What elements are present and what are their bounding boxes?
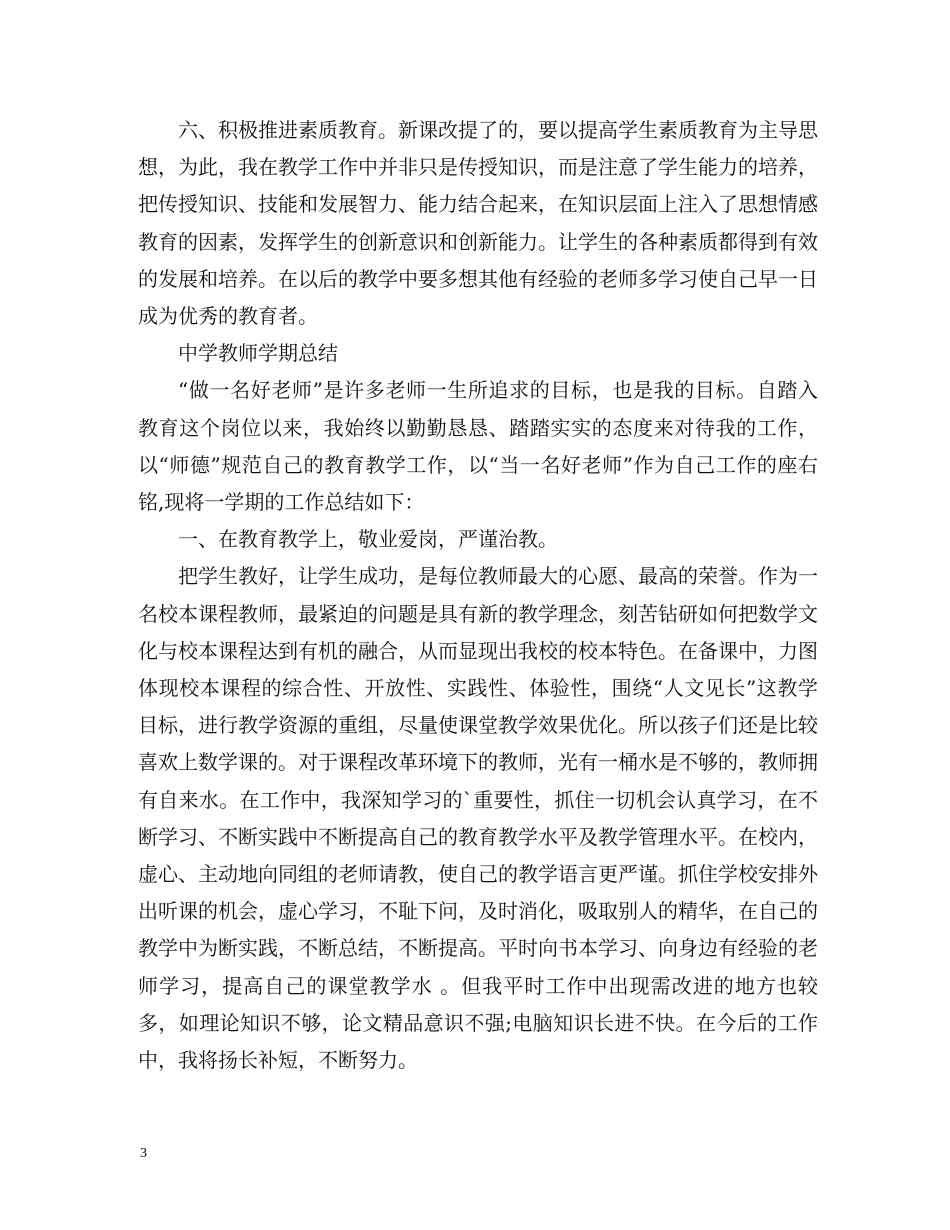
document-body [138, 112, 818, 1079]
paragraph-quality-education: 六、积极推进素质教育。新课改提了的，要以提高学生素质教育为主导思想，为此，我在教学工作中并非只是传授知识，而是注意了学生能力的培养，把传授知识、技能和发展智力、能力结合起来，在知识层面上注入了思想情感教育的因素，发挥学生的创新意识和创新能力。让学生的各种素质都得到有效的发展和培养。在以后的教学中要多想其他有经验的老师多学习使自己早一日成为优秀的教育者。 [138, 118, 818, 329]
paragraph-good-teacher: “做一名好老师”是许多老师一生所追求的目标，也是我的目标。自踏入教育这个岗位以来，我始终以勤勤恳恳、踏踏实实的态度来对待我的工作，以“师德”规范自己的教育教学工作，以“当一名好老师”作为自己工作的座右铭,现将一学期的工作总结如下： [138, 378, 818, 515]
section-title: 中学教师学期总结 [178, 341, 338, 366]
page-number: 3 [140, 1146, 147, 1161]
paragraph-teaching-work: 把学生教好，让学生成功，是每位教师最大的心愿、最高的荣誉。作为一名校本课程教师，最紧迫的问题是具有新的教学理念，刻苦钻研如何把数学文化与校本课程达到有机的融合，从而显现出我校的校本特色。在备课中，力图体现校本课程的综合性、开放性、实践性、体验性，围绕“人文见长”这教学目标，进行教学资源的重组，尽量使课堂教学效果优化。所以孩子们还是比较喜欢上数学课的。对于课程改革环境下的教师，光有一桶水是不够的，教师拥有自来水。在工作中，我深知学习的`重要性，抓住一切机会认真学习，在不断学习、不断实践中不断提高自己的教育教学水平及教学管理水平。在校内，虚心、主动地向同组的老师请教，使自己的教学语言更严谨。抓住学校安排外出听课的机会，虚心学习，不耻下问，及时消化，吸取别人的精华，在自己的教学中为断实践，不断总结，不断提高。平时向书本学习、向身边有经验的老师学习，提高自己的课堂教学水 。但我平时工作中出现需改进的地方也较多，如理论知识不够，论文精品意识不强;电脑知识长进不快。在今后的工作中，我将扬长补短，不断努力。 [138, 564, 818, 1073]
subsection-title: 一、在教育教学上，敬业爱岗，严谨治教。 [178, 527, 558, 552]
